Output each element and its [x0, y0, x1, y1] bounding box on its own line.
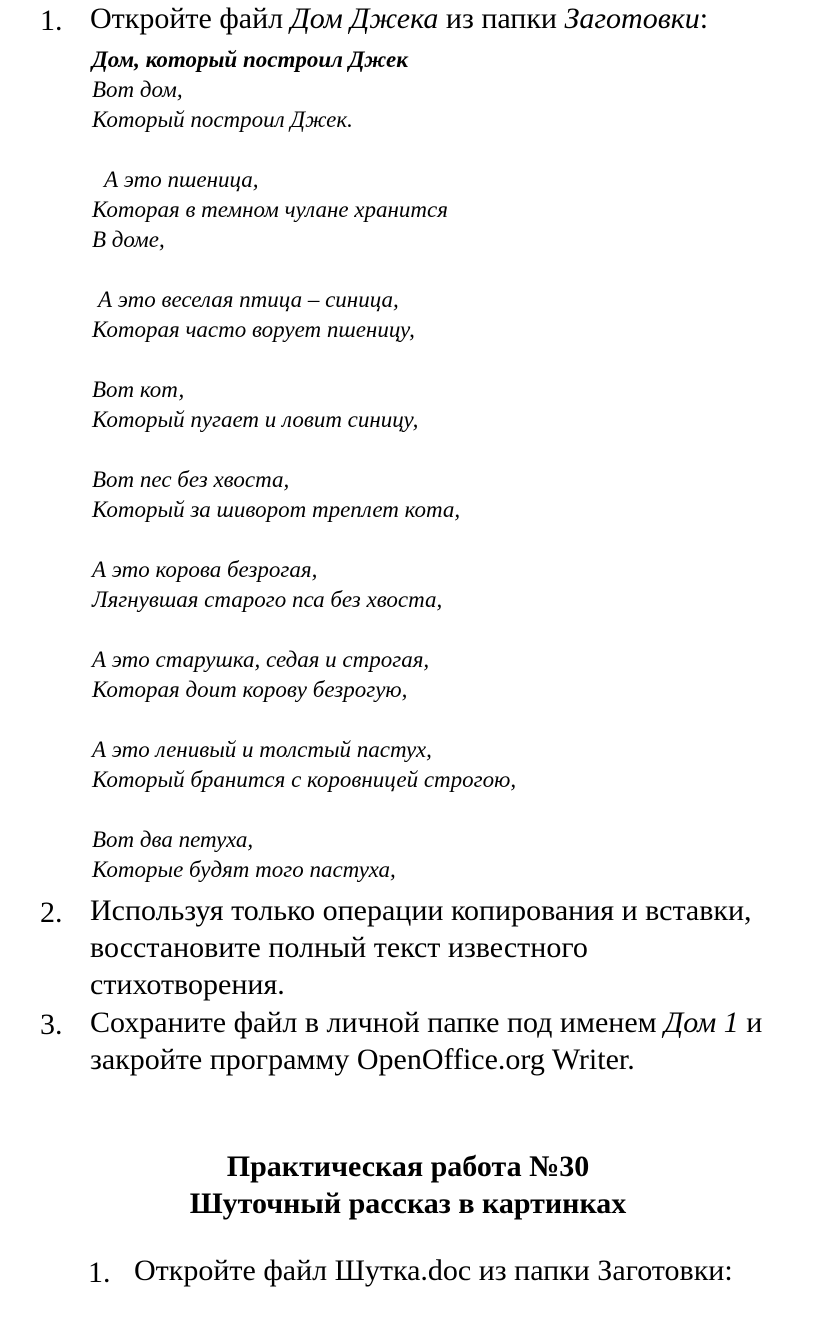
task3-number: 3. — [40, 1008, 63, 1041]
task2-line: стихотворения. — [90, 968, 285, 1001]
poem-line: Которая доит корову безрогую, — [92, 677, 408, 702]
poem-line: Который построил Джек. — [92, 107, 353, 132]
poem-line: Которая часто ворует пшеницу, — [92, 317, 415, 342]
poem-line: А это корова безрогая, — [92, 557, 318, 582]
poem-line: А это старушка, седая и строгая, — [92, 647, 430, 672]
task1-text-part3: : — [699, 2, 709, 35]
task3-line1 — [90, 1004, 762, 1041]
task3-file-name: Дом 1 — [664, 1006, 739, 1039]
task1-text-part2: из папки — [438, 2, 565, 35]
practical-subtitle: Шуточный рассказ в картинках — [189, 1187, 627, 1220]
task1-folder-name: Заготовки — [564, 2, 700, 35]
task2-number: 2. — [40, 896, 63, 929]
poem-line: Который бранится с коровницей строгою, — [92, 767, 517, 792]
poem-line: Вот дом, — [92, 77, 183, 102]
poem-line: А это ленивый и толстый пастух, — [92, 737, 432, 762]
task1-number: 1. — [40, 4, 63, 37]
poem-line: Который пугает и ловит синицу, — [92, 407, 419, 432]
practical-title: Практическая работа №30 — [226, 1150, 590, 1183]
poem-line: Вот два петуха, — [92, 827, 254, 852]
task3-text-part1: Сохраните файл в личной папке под именем — [90, 1006, 665, 1039]
task4-number: 1. — [88, 1256, 111, 1289]
poem-line: Которая в темном чулане хранится — [92, 197, 448, 222]
poem-line: Вот пес без хвоста, — [92, 467, 290, 492]
poem-line: В доме, — [92, 227, 165, 252]
task4-text: Откройте файл Шутка.doc из папки Заготовки: — [134, 1254, 733, 1287]
task2-line: Используя только операции копирования и вставки, — [90, 894, 752, 927]
poem-line: Который за шиворот треплет кота, — [92, 497, 461, 522]
task1-file-name: Дом Джека — [290, 2, 439, 35]
poem-line: А это веселая птица – синица, — [98, 287, 399, 312]
task3-text-part2: и — [738, 1006, 763, 1039]
task3-line2: закройте программу OpenOffice.org Writer. — [90, 1043, 635, 1076]
task1-text-part1: Откройте файл — [90, 2, 291, 35]
poem-line: Вот кот, — [92, 377, 185, 402]
poem-line: Лягнувшая старого пса без хвоста, — [92, 587, 443, 612]
poem-line: Которые будят того пастуха, — [92, 857, 396, 882]
task2-line: восстановите полный текст известного — [90, 931, 588, 964]
poem-line: А это пшеница, — [104, 167, 259, 192]
poem-title: Дом, который построил Джек — [92, 47, 408, 72]
task1-text — [90, 0, 708, 37]
